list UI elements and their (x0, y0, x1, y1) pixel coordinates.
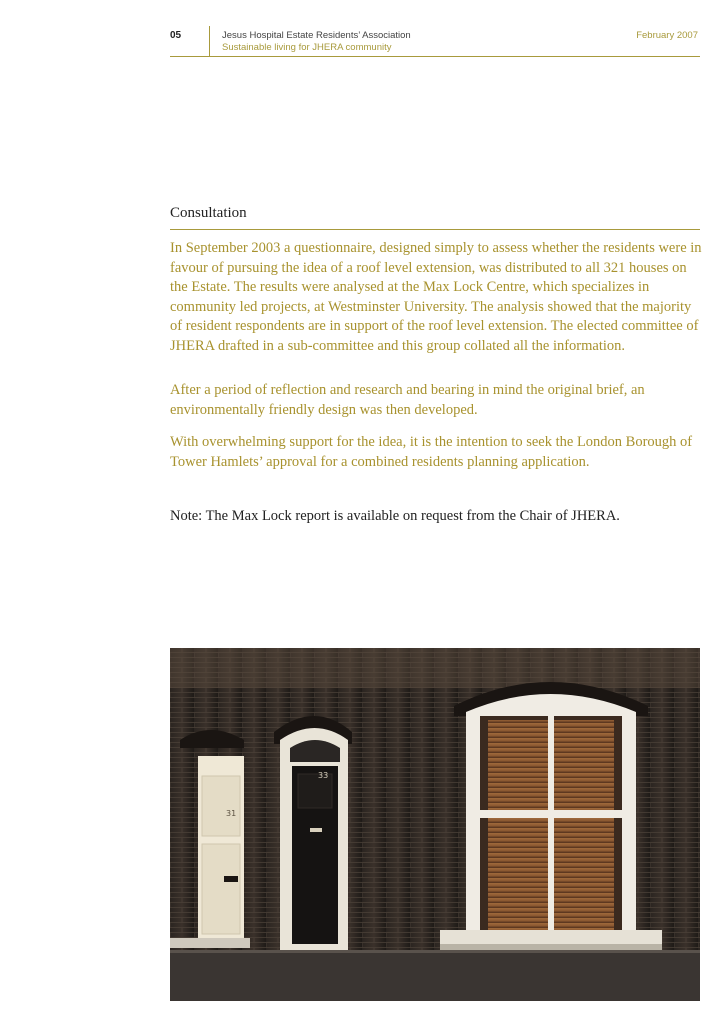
left-door-number: 31 (226, 809, 237, 818)
paragraph-note: Note: The Max Lock report is available on request from the Chair of JHERA. (170, 508, 620, 524)
header-rule (170, 56, 700, 57)
paragraph-planning: With overwhelming support for the idea, it is the intention to seek the London Borough of Tower Hamlets’ approval for a combined residents planning application. (170, 434, 693, 470)
paragraph-design: After a period of reflection and research and bearing in mind the original brief, an environmentally friendly design was then developed. (170, 382, 645, 418)
terrace-house-illustration (170, 648, 700, 1001)
section-title: Consultation (170, 205, 247, 221)
terrace-house-photo (170, 648, 700, 1001)
right-door-number: 33 (318, 771, 329, 780)
header-divider (209, 26, 210, 56)
section-rule (170, 229, 700, 230)
publication-date: February 2007 (636, 30, 698, 41)
page-number: 05 (170, 30, 182, 41)
organization-name: Jesus Hospital Estate Residents’ Association (222, 30, 411, 41)
paragraph-questionnaire: In September 2003 a questionnaire, designed simply to assess whether the residents were in favour of pursuing the idea of a roof level extension, was distributed to all 321 houses on the Estate. The results were analysed at the Max Lock Centre, which specializes in community led projects, at Westminster University. The analysis showed that the majority of resident respondents are in support of the roof level extension. The elected committee of JHERA drafted in a sub-committee and this group collated all the information. (170, 240, 702, 354)
page-header (0, 0, 728, 60)
organization-subtitle: Sustainable living for JHERA community (222, 42, 392, 53)
